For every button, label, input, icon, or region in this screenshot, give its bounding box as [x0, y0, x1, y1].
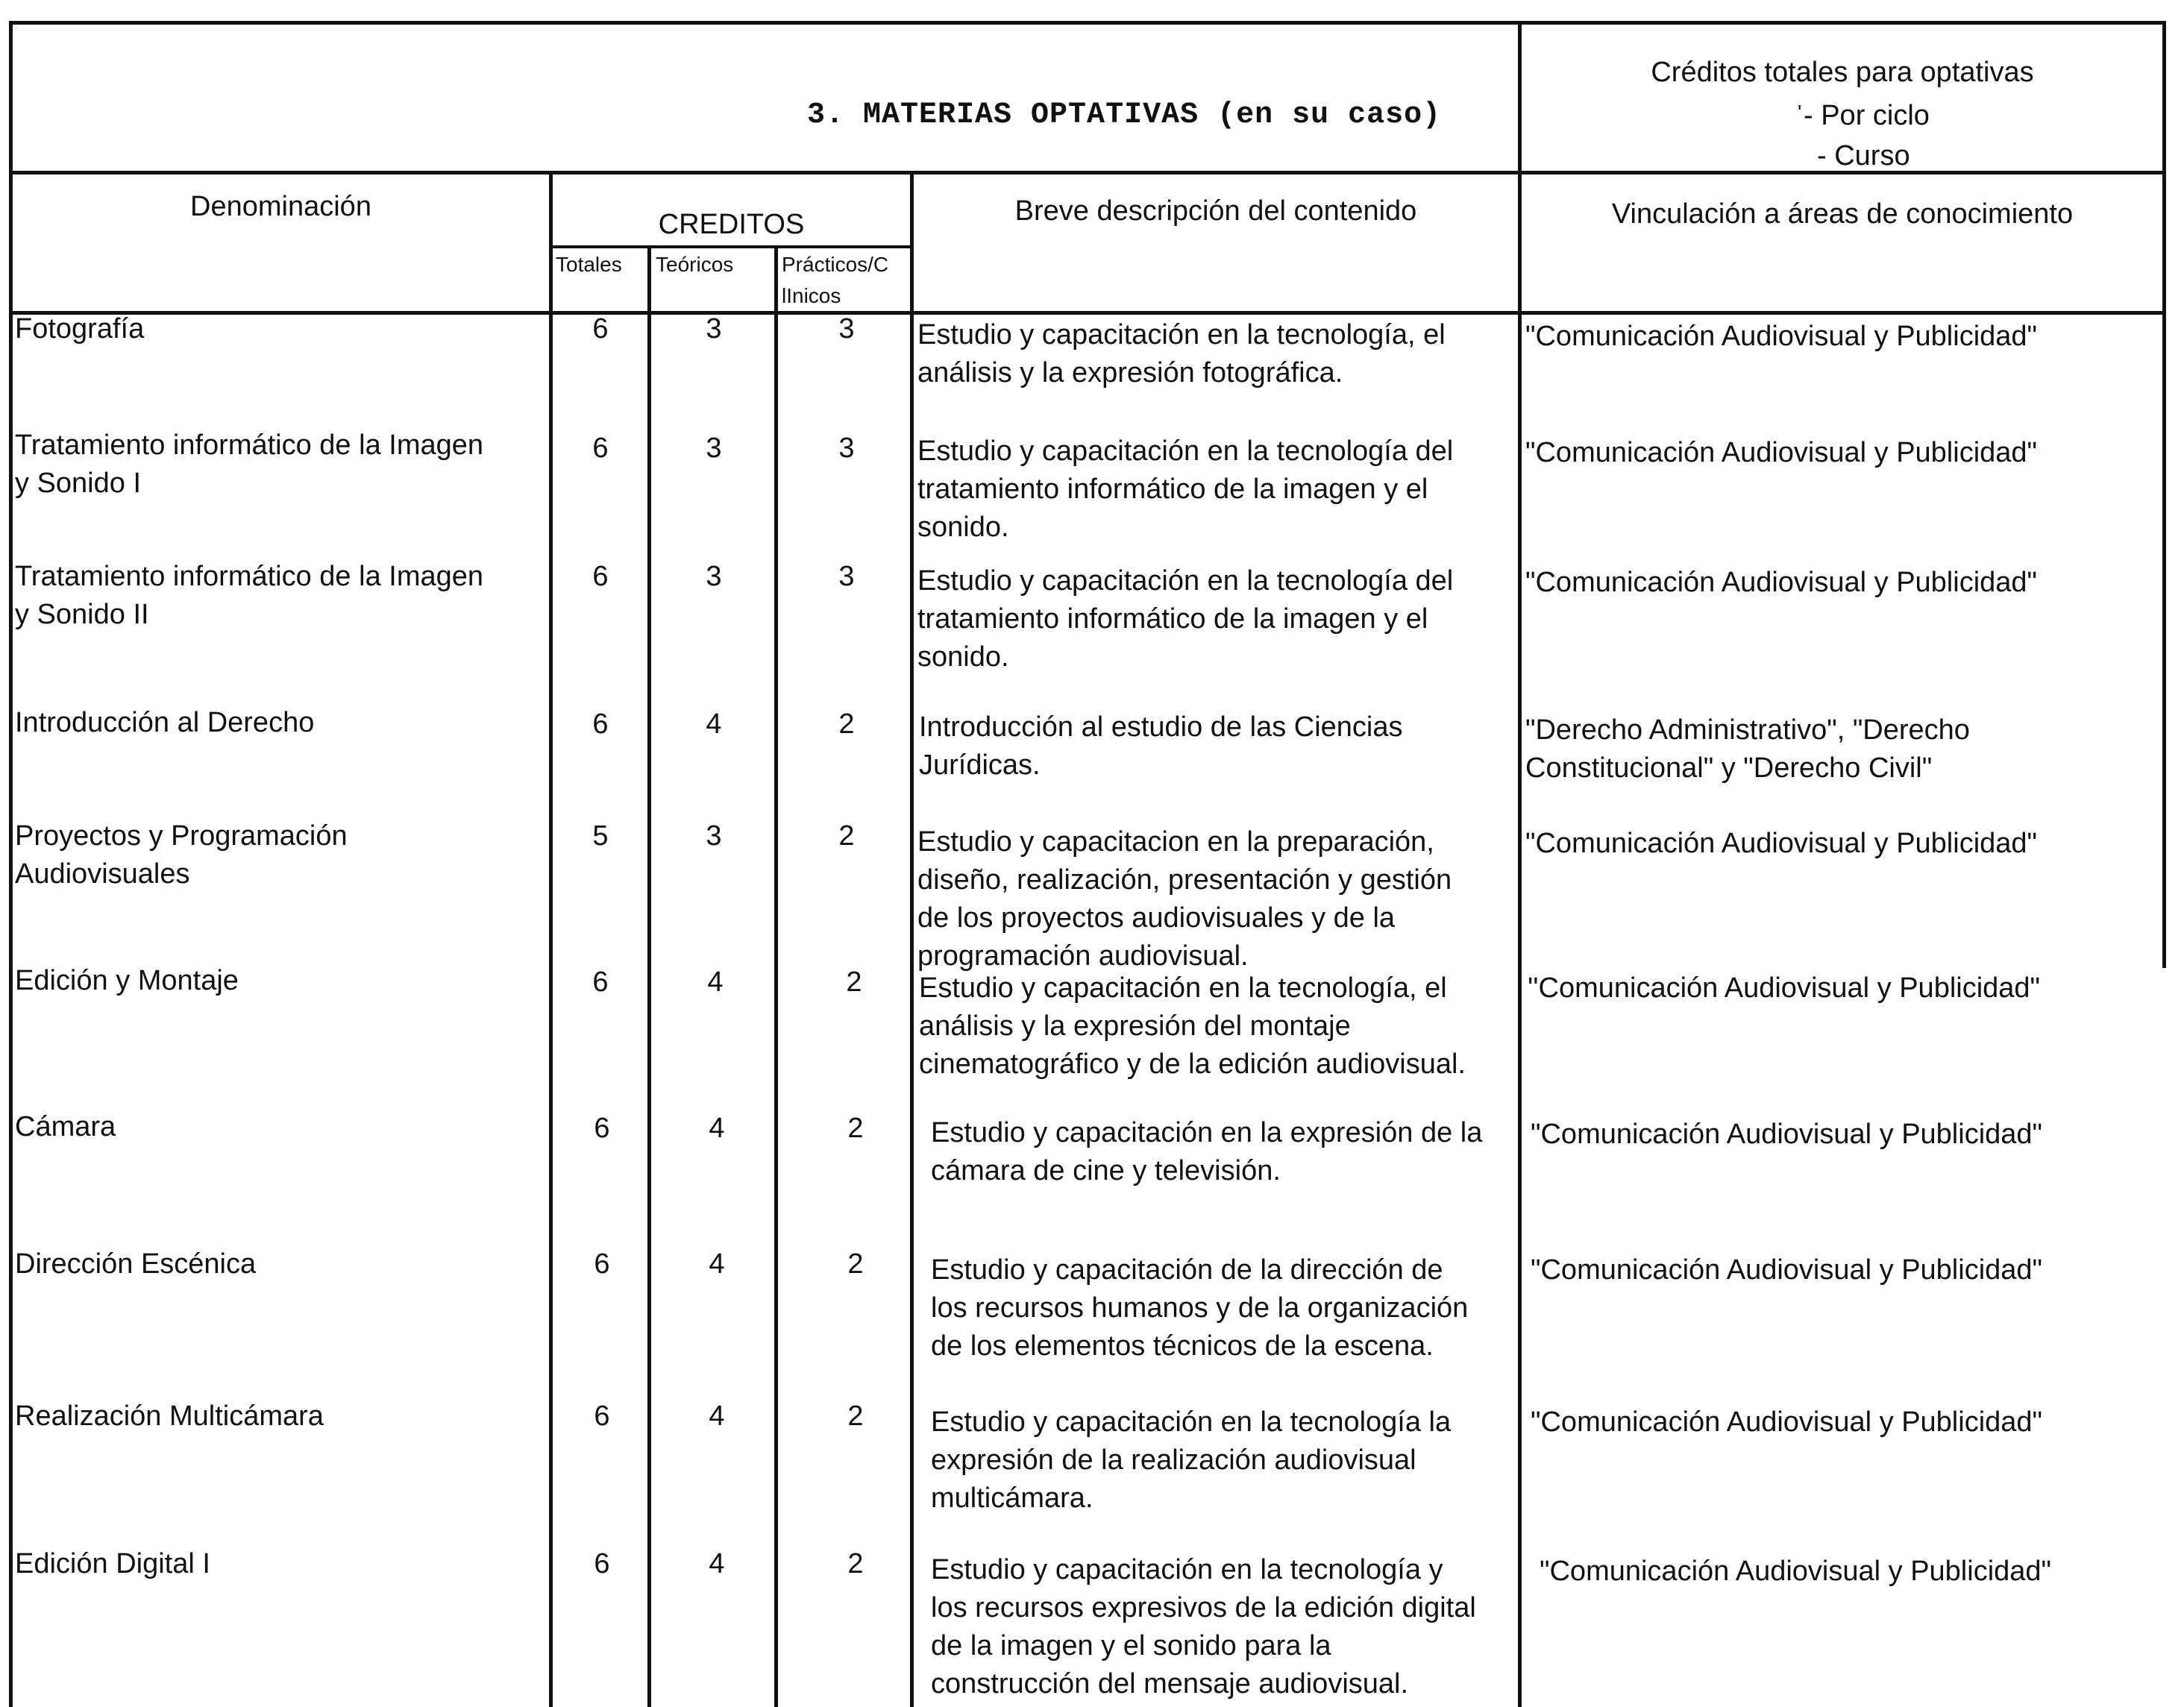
header-denominacion: Denominación: [190, 191, 371, 222]
credits-box-line2: - Por ciclo: [1804, 100, 1930, 131]
row-5-vinculacion: "Comunicación Audiovisual y Publicidad": [1525, 828, 2038, 859]
row-7-practicos: 2: [847, 1113, 864, 1144]
row-8-practicos: 2: [847, 1248, 864, 1280]
row-4-totales: 6: [592, 708, 609, 740]
row-10-vinculacion: "Comunicación Audiovisual y Publicidad": [1540, 1556, 2052, 1587]
row-2-practicos: 3: [838, 433, 855, 464]
row-1-practicos: 3: [838, 313, 855, 345]
row-3-descripcion: Estudio y capacitación en la tecnología del tratamiento informático de la imagen y el sonido.: [917, 565, 1454, 673]
row-3-teoricos: 3: [706, 561, 722, 592]
row-2-totales: 6: [592, 433, 609, 464]
row-7-totales: 6: [594, 1113, 610, 1144]
row-8-denominacion: Dirección Escénica: [15, 1248, 257, 1280]
row-6-totales: 6: [592, 966, 609, 998]
row-4-descripcion: Introducción al estudio de las Ciencias Jurídicas.: [919, 711, 1403, 781]
row-5-practicos: 2: [838, 820, 855, 852]
column-divider-practicos: [774, 247, 778, 1707]
row-1-denominacion: Fotografía: [15, 313, 145, 345]
header-teoricos: Teóricos: [656, 253, 734, 276]
header-practicos-line2: lInicos: [782, 284, 841, 307]
row-9-denominacion: Realización Multicámara: [15, 1401, 324, 1432]
table-top-border: [9, 21, 2166, 25]
row-7-teoricos: 4: [709, 1113, 725, 1144]
row-9-teoricos: 4: [709, 1401, 725, 1432]
row-3-practicos: 3: [838, 561, 855, 592]
row-2-descripcion: Estudio y capacitación en la tecnología del tratamiento informático de la imagen y el sonido.: [917, 436, 1454, 543]
column-divider-teoricos: [647, 247, 651, 1707]
row-10-practicos: 2: [847, 1548, 864, 1579]
row-5-teoricos: 3: [706, 820, 722, 852]
header-practicos-line1: Prácticos/C: [782, 253, 889, 276]
row-8-descripcion: Estudio y capacitación de la dirección de los recursos humanos y de la organización de los elementos técnicos de la escena.: [931, 1254, 1469, 1362]
header-totales: Totales: [556, 253, 622, 276]
row-1-teoricos: 3: [706, 313, 722, 345]
row-5-denominacion: Proyectos y Programación Audiovisuales: [15, 820, 348, 890]
row-9-descripcion: Estudio y capacitación en la tecnología la expresión de la realización audiovisual multicámara.: [931, 1406, 1452, 1514]
row-7-denominacion: Cámara: [15, 1111, 116, 1142]
row-6-practicos: 2: [846, 966, 862, 998]
header-descripcion: Breve descripción del contenido: [1014, 195, 1417, 227]
row-8-vinculacion: "Comunicación Audiovisual y Publicidad": [1531, 1254, 2043, 1286]
credits-box-line3: - Curso: [1817, 140, 1910, 172]
table-left-border: [9, 21, 13, 1707]
row-3-totales: 6: [592, 561, 609, 592]
row-2-vinculacion: "Comunicación Audiovisual y Publicidad": [1525, 437, 2038, 468]
row-6-denominacion: Edición y Montaje: [15, 965, 239, 996]
credits-box-bullet: ': [1798, 101, 1802, 124]
row-1-descripcion: Estudio y capacitación en la tecnología, el análisis y la expresión fotográfica.: [917, 319, 1446, 389]
header-row-bottom-border: [9, 311, 2166, 315]
credits-box-line1: Créditos totales para optativas: [1651, 57, 2034, 88]
section-title: 3. MATERIAS OPTATIVAS (en su caso): [807, 98, 1442, 132]
row-4-denominacion: Introducción al Derecho: [15, 707, 315, 738]
row-10-totales: 6: [594, 1548, 610, 1579]
row-4-teoricos: 4: [706, 708, 722, 740]
header-creditos: CREDITOS: [658, 209, 805, 240]
row-8-totales: 6: [594, 1248, 610, 1280]
row-3-denominacion: Tratamiento informático de la Imagen y Sonido II: [15, 561, 484, 630]
row-1-vinculacion: "Comunicación Audiovisual y Publicidad": [1525, 321, 2038, 352]
row-9-totales: 6: [594, 1401, 610, 1432]
row-1-totales: 6: [592, 313, 609, 345]
row-2-teoricos: 3: [706, 433, 722, 464]
row-5-totales: 5: [592, 820, 609, 852]
row-10-denominacion: Edición Digital I: [15, 1548, 210, 1579]
creditos-divider: [550, 245, 911, 248]
row-6-descripcion: Estudio y capacitación en la tecnología, el análisis y la expresión del montaje cinematográfico y de la edición audiovisual.: [919, 972, 1466, 1080]
row-10-descripcion: Estudio y capacitación en la tecnología y los recursos expresivos de la edición digital de la imagen y el sonido para la construcción del mensaje audiovisual.: [931, 1554, 1476, 1700]
row-2-denominacion: Tratamiento informático de la Imagen y Sonido I: [15, 430, 484, 499]
row-5-descripcion: Estudio y capacitacion en la preparación, diseño, realización, presentación y gestión de los proyectos audiovisuales y de la programación audiovisual.: [917, 826, 1452, 972]
header-vinculacion: Vinculación a áreas de conocimiento: [1611, 198, 2074, 230]
table-right-border: [2162, 21, 2166, 968]
row-6-vinculacion: ''Comunicación Audiovisual y Publicidad": [1528, 972, 2041, 1004]
column-divider-totales: [549, 171, 553, 1707]
row-3-vinculacion: "Comunicación Audiovisual y Publicidad": [1525, 567, 2038, 598]
row-4-practicos: 2: [838, 708, 855, 740]
row-7-vinculacion: "Comunicación Audiovisual y Publicidad": [1531, 1119, 2043, 1150]
row-9-practicos: 2: [847, 1401, 864, 1432]
row-9-vinculacion: "Comunicación Audiovisual y Publicidad": [1531, 1406, 2043, 1438]
column-divider-descripcion: [910, 171, 914, 1707]
row-7-descripcion: Estudio y capacitación en la expresión de la cámara de cine y televisión.: [931, 1117, 1483, 1186]
column-divider-vinculacion: [1518, 21, 1522, 1707]
row-4-vinculacion: "Derecho Administrativo", "Derecho Constitucional" y "Derecho Civil": [1525, 714, 1970, 784]
row-6-teoricos: 4: [707, 966, 724, 998]
row-10-teoricos: 4: [709, 1548, 725, 1579]
row-8-teoricos: 4: [709, 1248, 725, 1280]
